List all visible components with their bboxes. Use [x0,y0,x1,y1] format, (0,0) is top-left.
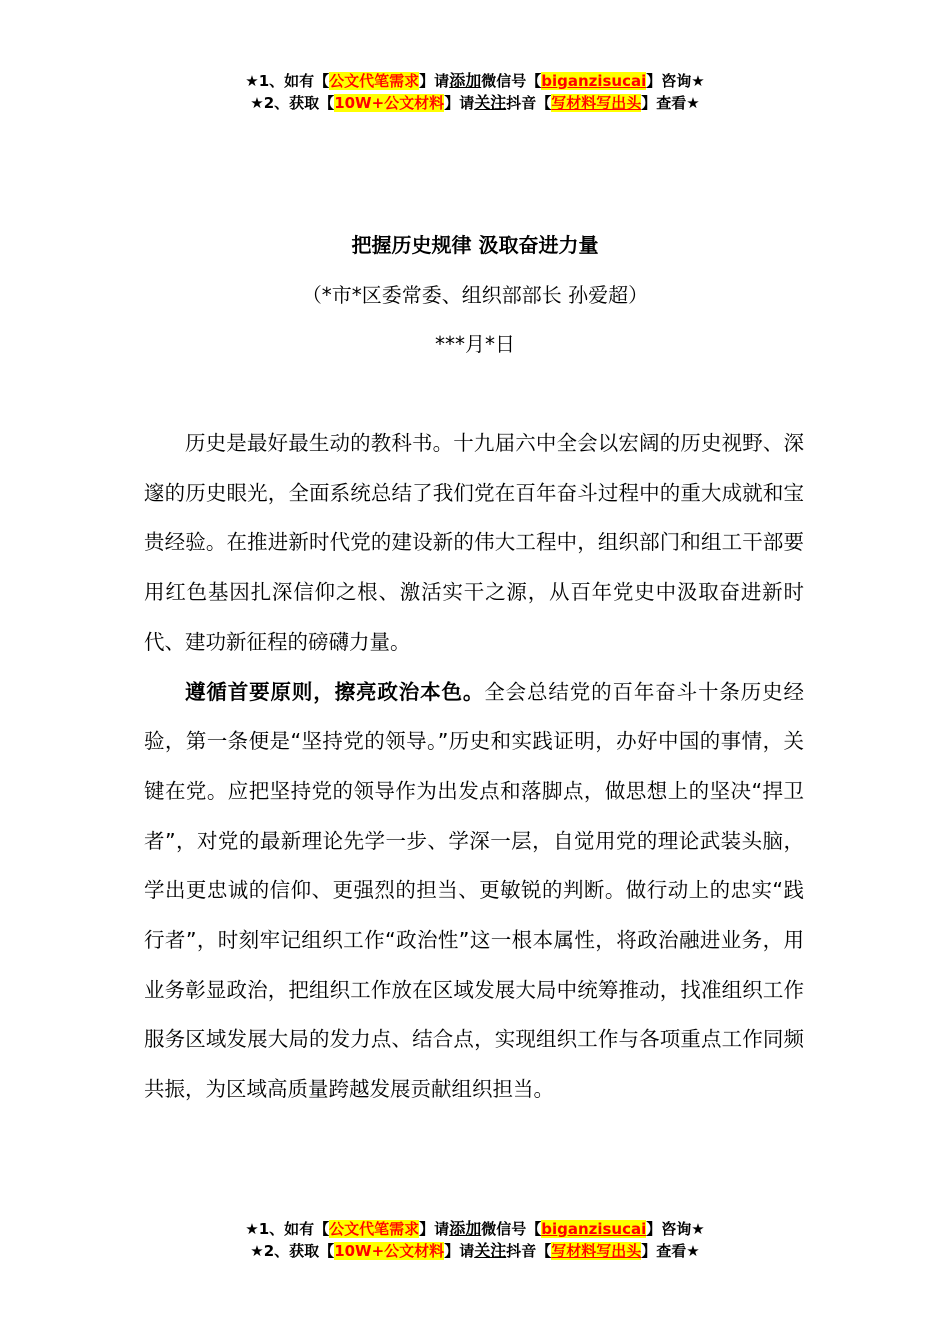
promo-line-1 [0,70,950,92]
promo-wechat-id: biganzisucai [541,72,647,90]
document-title: 把握历史规律 汲取奋进力量 [351,233,599,257]
promo-text: 】查看★ [641,1242,700,1260]
promo-highlight: 10W+公文材料 [334,94,445,112]
promo-line-2 [0,1240,950,1262]
paragraph-1: 历史是最好最生动的教科书。十九届六中全会以宏阔的历史视野、深邃的历史眼光，全面系统总结了我们党在百年奋斗过程中的重大成就和宝贵经验。在推进新时代党的建设新的伟大工程中，组织部门和组工干部要用红色基因扎深信仰之根、激活实干之源，从百年党史中汲取奋进新时代、建功新征程的磅礴力量。 [144,431,804,654]
promo-underline: 关注 [474,93,507,112]
paragraph-2-lead: 遵循首要原则，擦亮政治本色。 [185,679,485,704]
promo-text: ★2、获取【 [250,1242,335,1260]
promo-highlight: 公文代笔需求 [329,1220,420,1238]
promo-text: ★1、如有【 [245,72,330,90]
promo-text: 】请 [419,1220,450,1238]
paragraph-2-body: 全会总结党的百年奋斗十条历史经验，第一条便是“坚持党的领导。”历史和实践证明，办好中国的事情，关键在党。应把坚持党的领导作为出发点和落脚点，做思想上的坚决“捍卫者”，对党的最新理论先学一步、学深一层，自觉用党的理论武装头脑，学出更忠诚的信仰、更强烈的担当、更敏锐的判断。做行动上的忠实“践行者”，时刻牢记组织工作“政治性”这一根本属性，将政治融进业务，用业务彰显政治，把组织工作放在区域发展大局中统筹推动，找准组织工作服务区域发展大局的发力点、结合点，实现组织工作与各项重点工作同频共振，为区域高质量跨越发展贡献组织担当。 [144,679,804,1102]
promo-text: 】查看★ [641,94,700,112]
promo-underline: 添加 [449,71,482,90]
document-body [144,419,804,1115]
promo-wechat-id: biganzisucai [541,1220,647,1238]
promo-highlight: 10W+公文材料 [334,1242,445,1260]
promo-underline: 关注 [474,1241,507,1260]
promo-text: 微信号【 [481,1220,542,1238]
promo-douyin-id: 写材料写出头 [551,94,642,112]
promo-text: ★1、如有【 [245,1220,330,1238]
document-date: ***月*日 [435,332,515,356]
promo-text: 】请 [419,72,450,90]
promo-text: 】请 [444,94,475,112]
promo-text: 】咨询★ [646,1220,705,1238]
promo-text: ★2、获取【 [250,94,335,112]
promo-text: 微信号【 [481,72,542,90]
promo-text: 】咨询★ [646,72,705,90]
promo-text: 抖音【 [506,94,552,112]
promo-highlight: 公文代笔需求 [329,72,420,90]
promo-douyin-id: 写材料写出头 [551,1242,642,1260]
header-promo-banner [0,70,950,114]
footer-promo-banner [0,1218,950,1262]
paragraph-2 [144,668,804,1115]
promo-text: 】请 [444,1242,475,1260]
promo-underline: 添加 [449,1219,482,1238]
promo-line-2 [0,92,950,114]
document-author: （*市*区委常委、组织部部长 孙爱超） [301,283,649,307]
promo-text: 抖音【 [506,1242,552,1260]
promo-line-1 [0,1218,950,1240]
